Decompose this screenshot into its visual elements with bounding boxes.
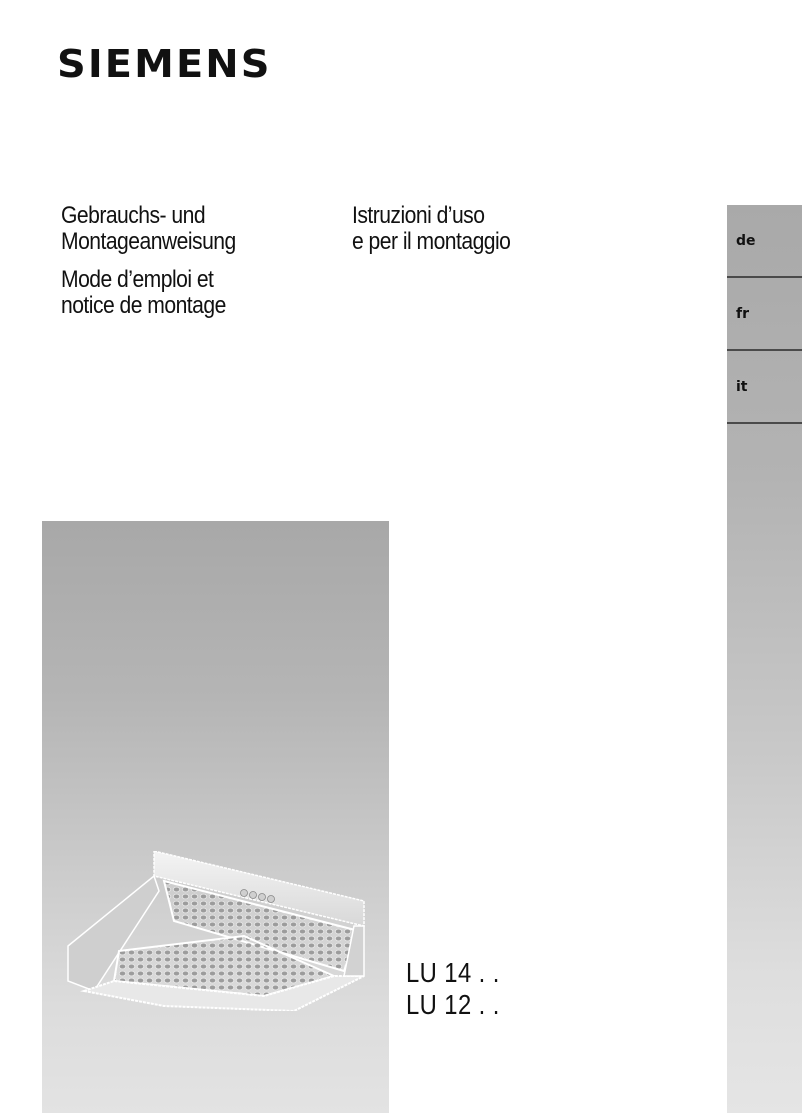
siemens-logo: SIEMENS [57,42,272,86]
language-sidebar [727,205,802,1113]
model-numbers [406,957,500,1021]
lang-tab-de[interactable] [727,205,802,278]
model-lu14: LU 14 . . [406,957,500,988]
model-lu12: LU 12 . . [406,989,500,1020]
title-de-line2: Montageanweisung [61,228,236,255]
title-italian [352,203,510,255]
title-german [61,203,236,255]
lang-tab-label: de [736,233,756,249]
lang-tab-fr[interactable] [727,278,802,351]
title-it-line1: Istruzioni d’uso [352,202,485,229]
title-french [61,267,226,319]
title-it-line2: e per il montaggio [352,228,511,255]
lang-tab-label: fr [736,306,749,322]
title-fr-line1: Mode d’emploi et [61,266,214,293]
title-fr-line2: notice de montage [61,292,226,319]
product-image-panel [42,521,389,1113]
lang-tab-it[interactable] [727,351,802,424]
lang-tab-label: it [736,379,748,395]
range-hood-illustration-icon [64,851,384,1011]
title-de-line1: Gebrauchs- und [61,202,206,229]
